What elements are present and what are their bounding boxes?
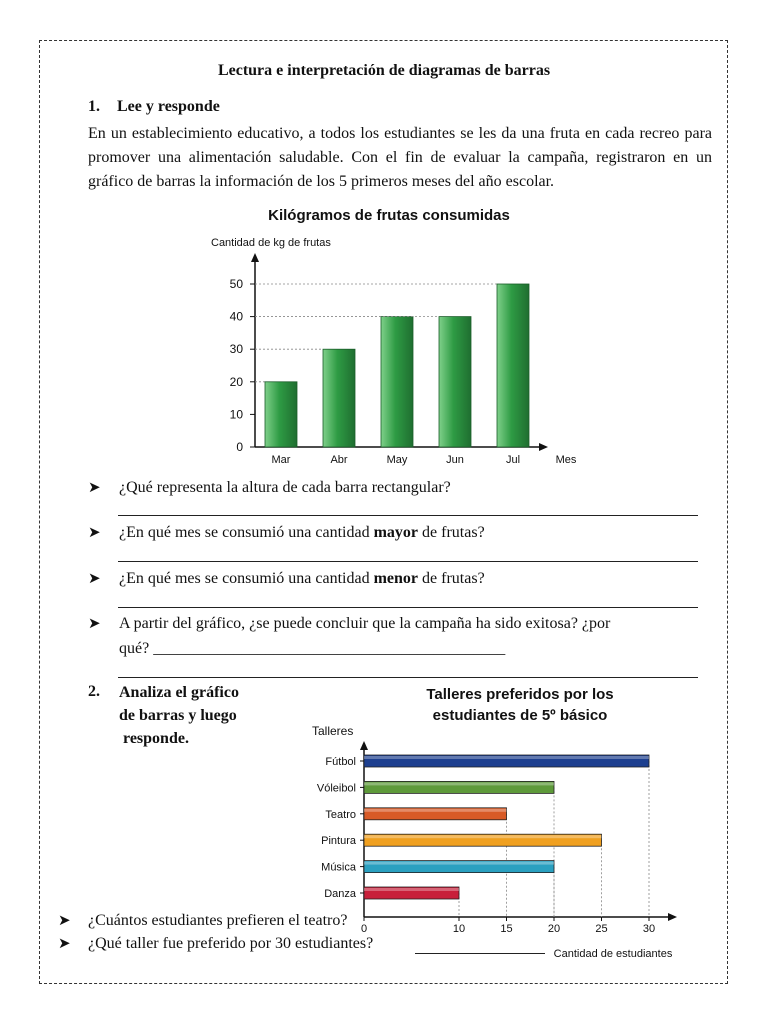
chart1-title: Kilógramos de frutas consumidas [268, 207, 510, 224]
arrow-bullet-icon: ➤ [88, 525, 101, 541]
chart2-y-tick-label: Vóleibol [316, 782, 356, 795]
chart1-y-tick-label: 40 [229, 309, 243, 324]
page-title: Lectura e interpretación de diagramas de barras [217, 62, 551, 79]
chart1-y-tick-label: 30 [229, 342, 243, 357]
arrow-bullet-icon: ➤ [58, 936, 71, 952]
chart2-y-tick-label: Danza [324, 888, 356, 900]
chart2-x-tick-label: 25 [595, 923, 608, 935]
q1-heading: Lee y responde [117, 98, 220, 115]
q2-intro-2: de barras y luego [119, 707, 237, 724]
chart2-title-line1: Talleres preferidos por los [426, 686, 614, 703]
answer-line[interactable] [118, 677, 698, 678]
q1-number: 1. [88, 98, 100, 115]
chart2-xlabel: Cantidad de estudiantes [553, 948, 673, 960]
chart2-y-tick-label: Pintura [321, 835, 356, 848]
chart1-bar [497, 284, 529, 447]
chart1-y-tick-label: 50 [229, 277, 243, 291]
chart1-bar [381, 317, 413, 447]
chart1-x-tick-label: Jul [505, 454, 521, 466]
q2-question-2: ¿Qué taller fue preferido por 30 estudiantes? [88, 935, 374, 952]
arrow-bullet-icon: ➤ [88, 571, 101, 587]
q1-paragraph: En un establecimiento educativo, a todos los estudiantes se les da una fruta en cada recreo para promover una alimentación saludable. Con el fin de evaluar la campaña, registraron en un gráfico de barras la información de los 5 primeros meses del año escolar. [88, 125, 712, 190]
chart1-xlabel: Mes [555, 454, 577, 466]
q2-intro-3: responde. [119, 730, 189, 747]
chart1-bar [323, 349, 355, 447]
chart2-ylabel: Talleres [312, 724, 354, 738]
fruit-bar-chart [200, 250, 590, 472]
q1-question-3: ¿En qué mes se consumió una cantidad menor de frutas? [119, 570, 485, 587]
chart2-y-tick-label: Teatro [325, 808, 356, 821]
chart2-bar-highlight [364, 756, 649, 759]
chart2-y-axis-arrow [360, 741, 368, 750]
answer-line[interactable] [118, 607, 698, 608]
chart2-x-tick-label: 0 [360, 923, 368, 935]
chart2-title-line2: estudiantes de 5º básico [432, 707, 608, 724]
chart1-x-axis-arrow [539, 443, 548, 451]
talleres-bar-chart [300, 738, 690, 963]
q2-intro-1: Analiza el gráfico [119, 684, 239, 701]
answer-line[interactable] [118, 561, 698, 562]
arrow-bullet-icon: ➤ [58, 913, 71, 929]
chart2-bar-highlight [364, 888, 459, 891]
chart1-bar [439, 317, 471, 447]
chart1-x-tick-label: Abr [330, 454, 348, 466]
chart2-bar-highlight [364, 862, 554, 865]
chart1-y-tick-label: 10 [229, 407, 243, 422]
chart2-x-axis-arrow [668, 913, 677, 921]
chart2-x-tick-label: 10 [452, 923, 466, 935]
chart1-x-tick-label: May [386, 454, 408, 466]
chart2-bar-highlight [364, 782, 554, 785]
q1-question-4: A partir del gráfico, ¿se puede concluir que la campaña ha sido exitosa? ¿por [119, 615, 611, 632]
chart1-x-tick-label: Mar [271, 454, 291, 466]
q1-question-2: ¿En qué mes se consumió una cantidad mayor de frutas? [119, 524, 485, 541]
q2-number: 2. [88, 683, 100, 700]
chart2-y-tick-label: Fútbol [325, 756, 356, 768]
answer-line[interactable] [415, 953, 545, 954]
chart1-y-tick-label: 0 [236, 440, 243, 454]
chart1-x-tick-label: Jun [446, 454, 464, 466]
chart2-x-tick-label: 15 [500, 923, 513, 935]
arrow-bullet-icon: ➤ [88, 616, 101, 632]
chart1-y-tick-label: 20 [229, 374, 243, 389]
chart2-title [395, 684, 645, 726]
chart1-bar [265, 382, 297, 447]
chart2-x-tick-label: 30 [642, 923, 656, 935]
chart1-y-axis-arrow [251, 253, 259, 262]
chart2-x-tick-label: 20 [547, 923, 561, 935]
q2-question-1: ¿Cuántos estudiantes prefieren el teatro? [88, 912, 348, 929]
q1-question-1: ¿Qué representa la altura de cada barra rectangular? [119, 479, 451, 496]
chart2-y-tick-label: Música [321, 861, 356, 874]
arrow-bullet-icon: ➤ [88, 480, 101, 496]
chart2-bar-highlight [364, 835, 602, 838]
chart1-ylabel: Cantidad de kg de frutas [211, 237, 331, 249]
q1-question-4-line2: qué? ____________________________________________ [119, 640, 506, 657]
chart2-bar-highlight [364, 809, 507, 812]
answer-line[interactable] [118, 515, 698, 516]
